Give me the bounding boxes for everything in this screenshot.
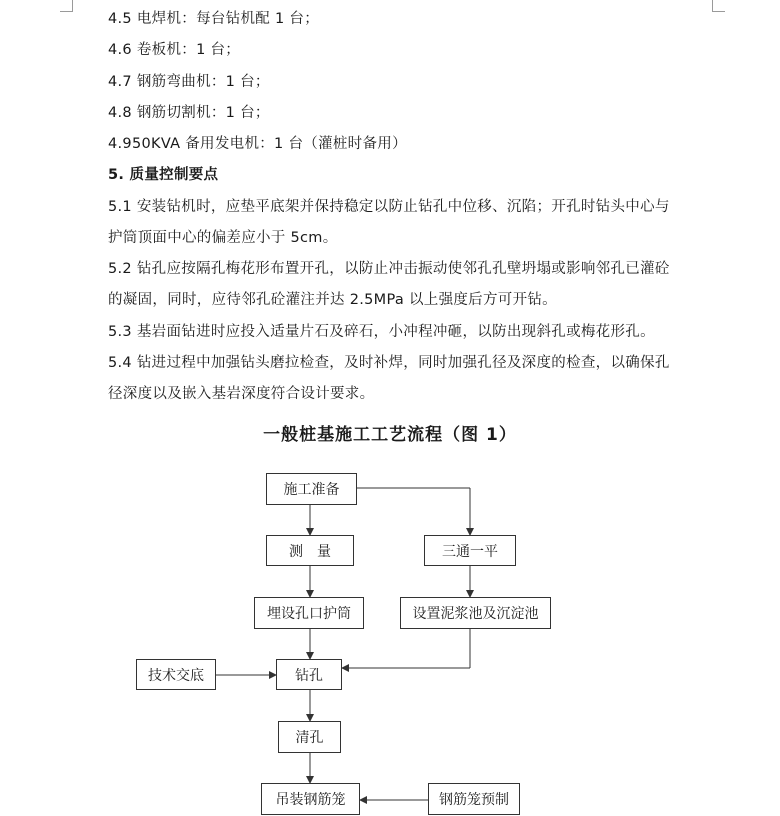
flow-node-clean: 清孔: [278, 721, 341, 753]
paragraph-5-1-line-1: 5.1 安装钻机时，应垫平底架并保持稳定以防止钻孔中位移、沉陷；开孔时钻头中心与: [108, 199, 670, 215]
list-item-4-6: 4.6 卷板机：1 台；: [108, 42, 241, 58]
list-item-4-9: 4.950KVA 备用发电机：1 台（灌桩时备用）: [108, 136, 407, 152]
paragraph-5-2-line-1: 5.2 钻孔应按隔孔梅花形布置开孔，以防止冲击振动使邻孔孔壁坍塌或影响邻孔已灌砼: [108, 261, 670, 277]
paragraph-5-4-line-2: 径深度以及嵌入基岩深度符合设计要求。: [108, 386, 375, 402]
paragraph-5-4-line-1: 5.4 钻进过程中加强钻头磨拉检查，及时补焊，同时加强孔径及深度的检查，以确保孔: [108, 355, 670, 371]
flow-node-cage: 钢筋笼预制: [428, 783, 520, 815]
paragraph-5-1-line-2: 护筒顶面中心的偏差应小于 5cm。: [108, 230, 338, 246]
flow-node-survey: 测 量: [266, 535, 354, 566]
flow-node-drill: 钻孔: [276, 659, 342, 690]
paragraph-5-3: 5.3 基岩面钻进时应投入适量片石及碎石，小冲程冲砸，以防出现斜孔或梅花形孔。: [108, 324, 655, 340]
list-item-4-7: 4.7 钢筋弯曲机：1 台；: [108, 74, 270, 90]
flow-node-tech: 技术交底: [136, 659, 216, 690]
section-heading: 5. 质量控制要点: [108, 167, 219, 183]
list-item-4-5: 4.5 电焊机：每台钻机配 1 台；: [108, 11, 320, 27]
flow-node-prep: 施工准备: [266, 473, 357, 505]
figure-title: 一般桩基施工工艺流程（图 1）: [263, 425, 517, 445]
flow-node-pool: 设置泥浆池及沉淀池: [400, 597, 551, 629]
flow-node-hoist: 吊装钢筋笼: [261, 783, 360, 815]
list-item-4-8: 4.8 钢筋切割机：1 台；: [108, 105, 270, 121]
flow-node-three: 三通一平: [424, 535, 516, 566]
flow-node-casing: 埋设孔口护筒: [254, 597, 364, 629]
paragraph-5-2-line-2: 的凝固，同时，应待邻孔砼灌注并达 2.5MPa 以上强度后方可开钻。: [108, 292, 557, 308]
